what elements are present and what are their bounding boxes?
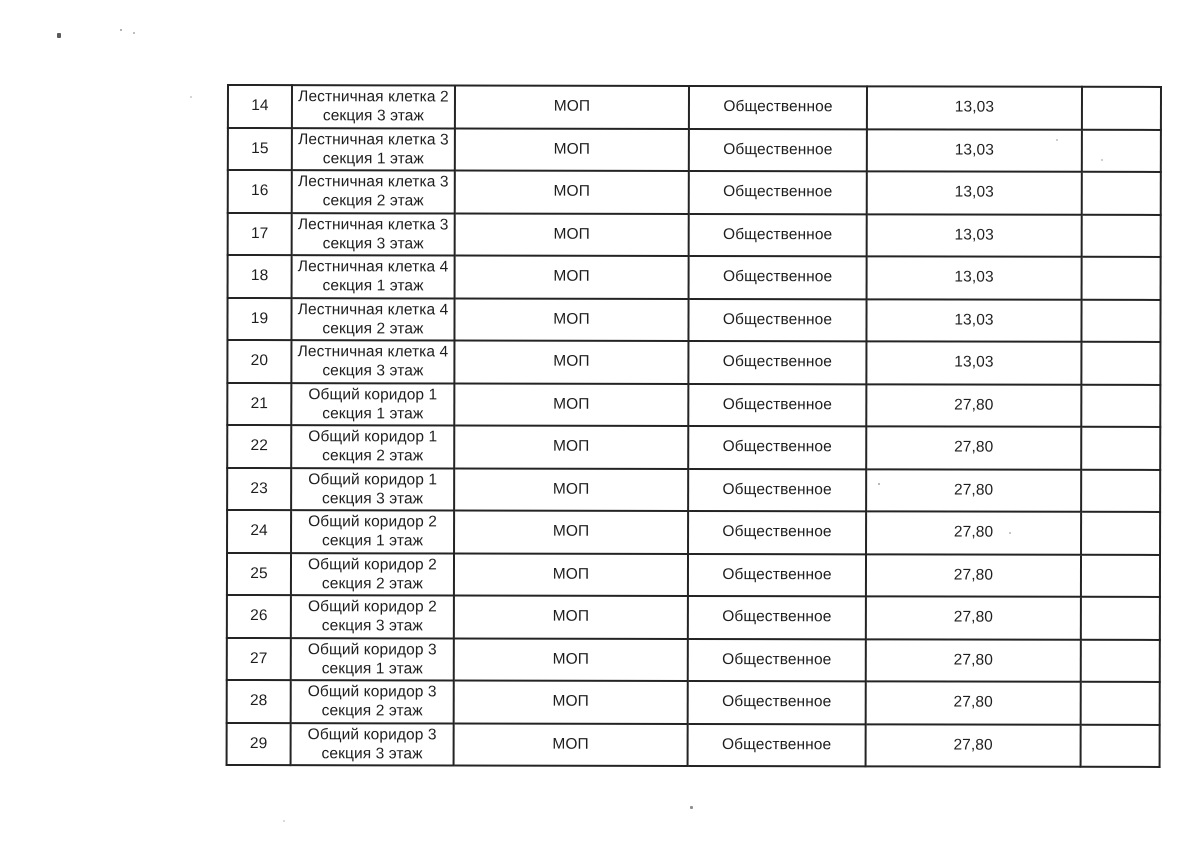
- area-value: 27,80: [866, 426, 1081, 469]
- area-value: 27,80: [866, 639, 1081, 682]
- premise-name-line2: секция 3 этаж: [322, 107, 424, 125]
- empty-cell: [1081, 342, 1160, 385]
- empty-cell: [1082, 214, 1161, 257]
- table-row: [227, 340, 1160, 384]
- premise-name: [291, 298, 454, 341]
- usage-type: МОП: [454, 553, 688, 596]
- premise-name: [291, 553, 454, 596]
- usage-type: МОП: [454, 638, 688, 681]
- premise-name-line2: секция 3 этаж: [321, 617, 423, 635]
- area-value: 13,03: [867, 129, 1082, 172]
- area-value: 27,80: [866, 384, 1081, 427]
- table-row: [228, 128, 1161, 172]
- row-number: 23: [227, 468, 291, 511]
- empty-cell: [1081, 639, 1160, 682]
- table-row: [227, 298, 1160, 342]
- empty-cell: [1082, 87, 1161, 130]
- premise-name: [292, 255, 455, 298]
- premise-name-line1: Общий коридор 3: [307, 725, 437, 744]
- category: Общественное: [689, 213, 867, 256]
- premise-name-line1: Лестничная клетка 4: [297, 300, 449, 319]
- category: Общественное: [688, 298, 866, 341]
- premise-name-line2: секция 1 этаж: [322, 404, 424, 423]
- premise-name-line1: Общий коридор 2: [308, 555, 437, 574]
- table-row: [227, 723, 1160, 767]
- usage-type: МОП: [454, 383, 688, 426]
- premise-name: [291, 595, 454, 638]
- empty-cell: [1081, 384, 1160, 427]
- row-number: 19: [227, 298, 291, 341]
- empty-cell: [1081, 469, 1160, 512]
- empty-cell: [1082, 257, 1161, 300]
- usage-type: МОП: [454, 425, 688, 468]
- table-row: [227, 468, 1160, 512]
- row-number: 18: [228, 255, 292, 298]
- premise-name-line1: Общий коридор 1: [308, 470, 438, 489]
- premise-name-line1: Лестничная клетка 4: [297, 343, 449, 361]
- premise-name-line1: Общий коридор 3: [307, 683, 437, 701]
- empty-cell: [1081, 512, 1160, 555]
- premise-name-line1: Лестничная клетка 3: [297, 173, 449, 191]
- area-value: 27,80: [866, 511, 1081, 554]
- table-row: [228, 170, 1161, 214]
- premise-name-line2: секция 1 этаж: [321, 532, 424, 550]
- category: Общественное: [688, 553, 866, 596]
- scan-speck: [133, 32, 135, 34]
- premise-name: [291, 340, 454, 383]
- area-value: 27,80: [866, 724, 1081, 767]
- table-row: [227, 383, 1160, 427]
- premise-name-line2: секция 1 этаж: [322, 277, 424, 295]
- premise-name-line1: Общий коридор 1: [308, 385, 438, 404]
- row-number: 21: [227, 383, 291, 426]
- empty-cell: [1081, 554, 1160, 597]
- category: Общественное: [688, 383, 866, 426]
- table-row: [227, 553, 1160, 597]
- usage-type: МОП: [455, 213, 689, 256]
- premise-name: [291, 680, 454, 723]
- area-value: 13,03: [866, 341, 1081, 384]
- row-number: 25: [227, 553, 291, 596]
- category: Общественное: [688, 341, 866, 384]
- table-row: [227, 595, 1160, 639]
- premise-name-line1: Общий коридор 2: [308, 513, 438, 531]
- empty-cell: [1082, 172, 1161, 215]
- row-number: 26: [227, 595, 291, 638]
- category: Общественное: [688, 596, 866, 639]
- row-number: 28: [227, 680, 291, 723]
- premise-name-line1: Общий коридор 3: [307, 640, 437, 659]
- empty-cell: [1081, 597, 1160, 640]
- premise-name-line1: Лестничная клетка 3: [297, 215, 449, 234]
- category: Общественное: [689, 86, 867, 129]
- row-number: 24: [227, 510, 291, 553]
- usage-type: МОП: [455, 170, 689, 213]
- area-value: 13,03: [866, 299, 1081, 342]
- empty-cell: [1081, 299, 1160, 342]
- premise-name: [291, 638, 454, 681]
- premise-name-line2: секция 3 этаж: [321, 744, 423, 763]
- area-value: 13,03: [867, 256, 1082, 299]
- premise-name-line1: Лестничная клетка 3: [298, 130, 449, 149]
- category: Общественное: [688, 638, 866, 681]
- premise-name-line2: секция 2 этаж: [321, 702, 423, 720]
- premise-name: [291, 383, 454, 426]
- premise-name: [291, 510, 454, 553]
- category: Общественное: [688, 426, 866, 469]
- premise-name-line2: секция 1 этаж: [321, 659, 423, 678]
- premise-name-line2: секция 1 этаж: [322, 149, 424, 168]
- premise-name-line2: секция 3 этаж: [322, 489, 424, 508]
- area-value: 27,80: [866, 469, 1081, 512]
- premise-name-line1: Общий коридор 2: [307, 598, 437, 616]
- premise-name-line1: Лестничная клетка 4: [297, 258, 449, 276]
- premise-name-line2: секция 2 этаж: [322, 319, 424, 338]
- premise-name-line2: секция 2 этаж: [322, 447, 424, 465]
- area-value: 13,03: [867, 86, 1082, 129]
- usage-type: МОП: [454, 680, 688, 723]
- premise-name-line1: Лестничная клетка 2: [298, 88, 449, 106]
- row-number: 29: [227, 723, 291, 766]
- category: Общественное: [688, 723, 866, 766]
- scan-speck: [120, 29, 122, 31]
- scan-speck: [57, 33, 61, 38]
- category: Общественное: [688, 511, 866, 554]
- usage-type: МОП: [454, 298, 688, 341]
- category: Общественное: [689, 256, 867, 299]
- usage-type: МОП: [454, 723, 688, 766]
- area-value: 27,80: [866, 681, 1081, 724]
- row-number: 17: [228, 213, 292, 256]
- category: Общественное: [689, 128, 867, 171]
- table-row: [228, 85, 1161, 129]
- usage-type: МОП: [454, 468, 688, 511]
- row-number: 22: [227, 425, 291, 468]
- table-row: [227, 425, 1160, 469]
- premises-table: [226, 84, 1162, 768]
- premise-name-line2: секция 2 этаж: [322, 192, 424, 210]
- usage-type: МОП: [455, 85, 689, 128]
- category: Общественное: [688, 681, 866, 724]
- area-value: 27,80: [866, 554, 1081, 597]
- usage-type: МОП: [455, 128, 689, 171]
- premise-name: [292, 170, 455, 213]
- premise-name: [292, 85, 455, 128]
- premise-name-line2: секция 3 этаж: [322, 234, 424, 253]
- premise-name-line2: секция 2 этаж: [321, 574, 424, 593]
- row-number: 15: [228, 128, 292, 171]
- row-number: 16: [228, 170, 292, 213]
- usage-type: МОП: [454, 510, 688, 553]
- usage-type: МОП: [454, 595, 688, 638]
- scan-speck: [690, 806, 693, 809]
- empty-cell: [1081, 682, 1160, 725]
- table-row: [227, 680, 1160, 724]
- empty-cell: [1082, 129, 1161, 172]
- row-number: 27: [227, 638, 291, 681]
- table-row: [228, 213, 1161, 257]
- scan-speck: [283, 820, 285, 822]
- premise-name: [291, 468, 454, 511]
- area-value: 13,03: [867, 171, 1082, 214]
- scan-speck: [190, 96, 192, 98]
- table-row: [227, 638, 1160, 682]
- usage-type: МОП: [454, 340, 688, 383]
- usage-type: МОП: [455, 255, 689, 298]
- area-value: 27,80: [866, 596, 1081, 639]
- premise-name: [291, 425, 454, 468]
- row-number: 14: [228, 85, 292, 128]
- category: Общественное: [689, 171, 867, 214]
- empty-cell: [1081, 724, 1160, 767]
- empty-cell: [1081, 427, 1160, 470]
- table-row: [228, 255, 1161, 299]
- premise-name-line1: Общий коридор 1: [308, 428, 438, 446]
- premise-name: [291, 723, 454, 766]
- area-value: 13,03: [867, 214, 1082, 257]
- table-row: [227, 510, 1160, 554]
- premise-name-line2: секция 3 этаж: [322, 362, 424, 380]
- category: Общественное: [688, 468, 866, 511]
- premise-name: [292, 128, 455, 171]
- row-number: 20: [227, 340, 291, 383]
- premise-name: [292, 213, 455, 256]
